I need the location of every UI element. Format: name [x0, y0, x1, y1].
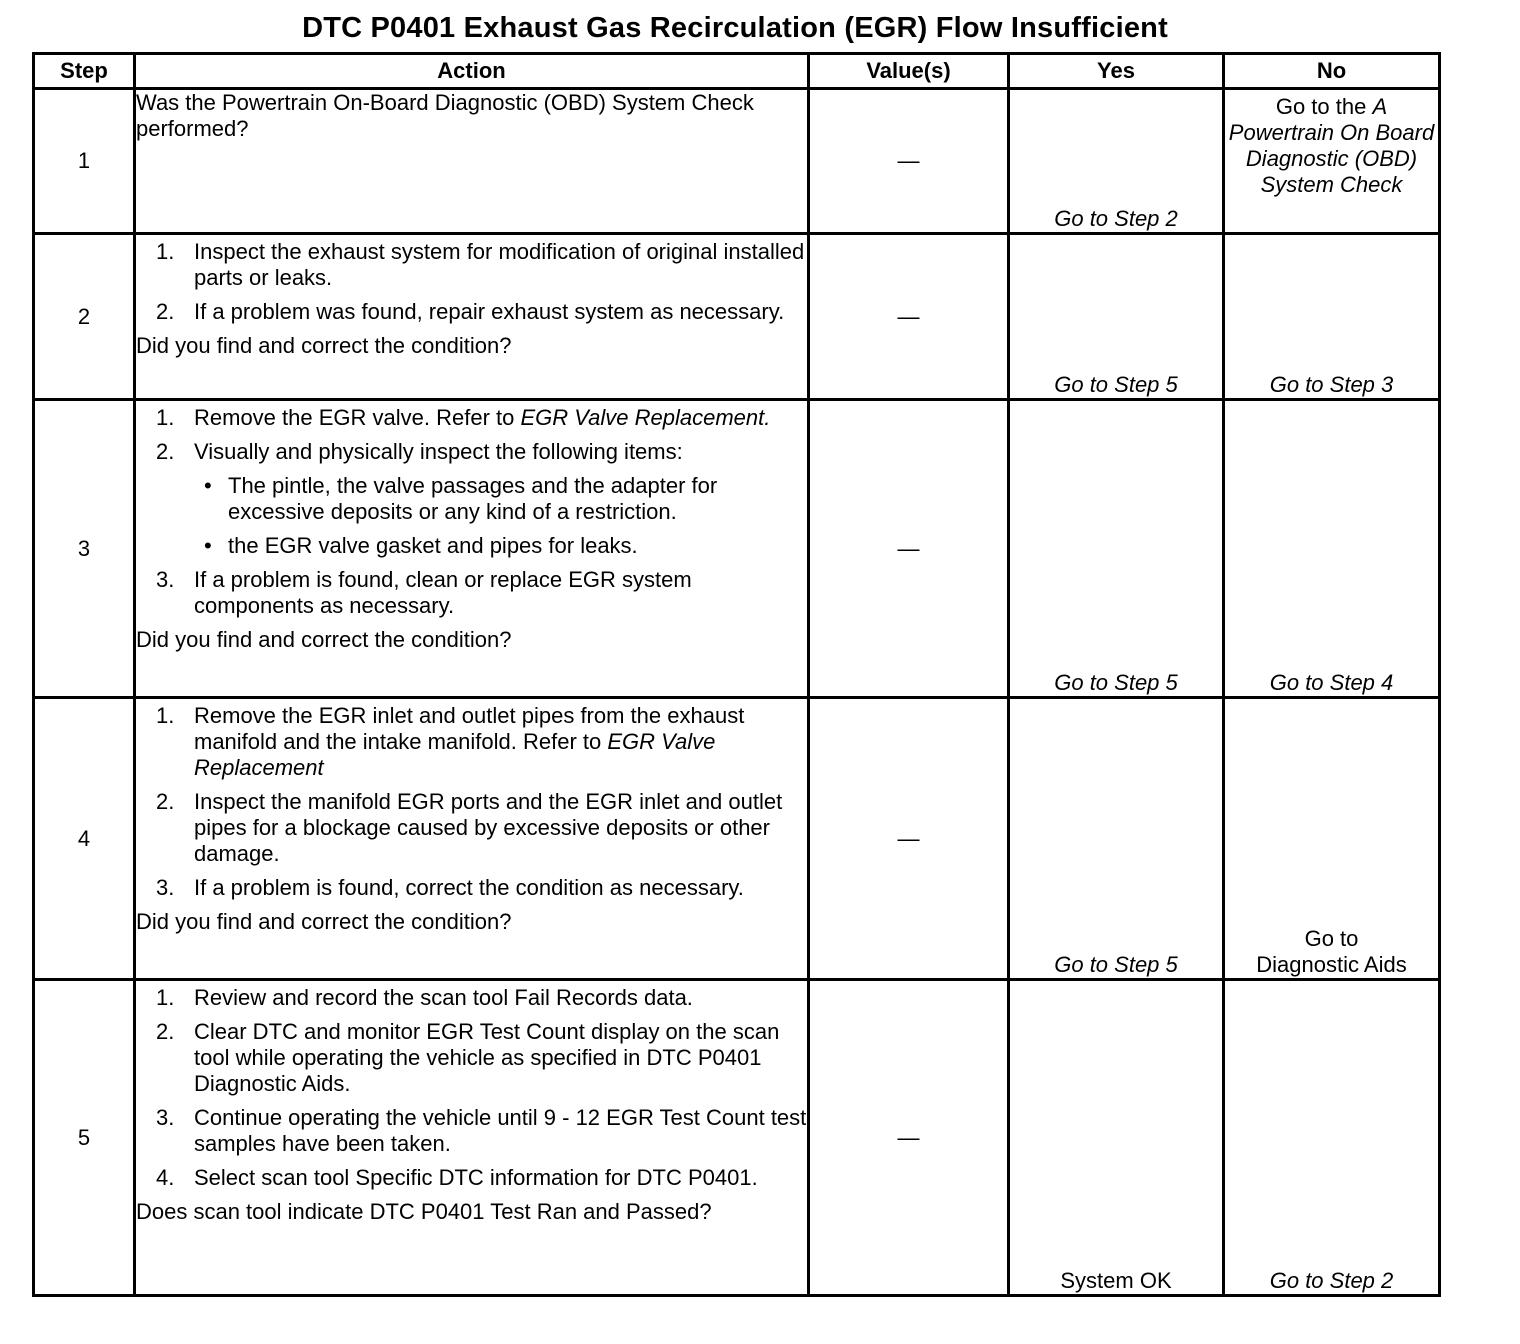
yes-cell [1009, 234, 1224, 400]
bullet-item: • The pintle, the valve passages and the adapter for excessive deposits or any kind of a restriction. [204, 473, 718, 524]
no-link[interactable]: Go to Step 4 [1269, 670, 1394, 695]
no-link[interactable]: A Powertrain On Board Diagnostic (OBD) System Check [1228, 94, 1435, 197]
list-item: 4. Select scan tool Specific DTC information for DTC P0401. [156, 1165, 758, 1190]
action-question: Did you find and correct the condition? [136, 909, 512, 934]
table-row-step-3 [34, 400, 1440, 698]
step-number: 1 [34, 89, 135, 234]
header-action: Action [135, 54, 809, 89]
list-item: 2. If a problem was found, repair exhaust system as necessary. [156, 299, 785, 324]
action-question: Was the Powertrain On-Board Diagnostic (OBD) System Check performed? [136, 90, 754, 141]
value-cell: — [809, 400, 1009, 698]
action-cell [135, 980, 809, 1296]
action-steps [136, 405, 807, 619]
list-item: 2. Inspect the manifold EGR ports and the EGR inlet and outlet pipes for a blockage caused by excessive deposits or other damage. [156, 789, 783, 866]
step-number: 3 [34, 400, 135, 698]
step-number: 4 [34, 698, 135, 980]
action-cell [135, 89, 809, 234]
action-steps [136, 703, 807, 901]
step-number: 5 [34, 980, 135, 1296]
header-values: Value(s) [809, 54, 1009, 89]
no-prefix: Go to [1304, 926, 1359, 951]
list-item: 3. If a problem is found, correct the condition as necessary. [156, 875, 744, 900]
no-cell [1224, 698, 1440, 980]
reference-link[interactable]: EGR Valve Replacement [194, 729, 716, 780]
header-step: Step [34, 54, 135, 89]
table-row-step-1 [34, 89, 1440, 234]
yes-link[interactable]: Go to Step 2 [1054, 206, 1178, 231]
header-row [34, 54, 1440, 89]
no-cell [1224, 400, 1440, 698]
page-title: DTC P0401 Exhaust Gas Recirculation (EGR) Flow Insufficient [302, 12, 1168, 44]
table-row-step-2 [34, 234, 1440, 400]
inspection-bullets [194, 473, 807, 559]
diagnostic-table [32, 52, 1441, 1297]
list-item: 2. Visually and physically inspect the following items: • The pintle, the valve passages and the adapter for excessive deposits or any kind of a restriction. • the EGR valve gasket and pipes for leaks. [136, 439, 807, 559]
value-cell: — [809, 698, 1009, 980]
action-cell [135, 698, 809, 980]
yes-link[interactable]: Go to Step 5 [1054, 670, 1178, 695]
reference-link[interactable]: EGR Valve Replacement. [520, 405, 771, 430]
header-yes: Yes [1009, 54, 1224, 89]
step-number: 2 [34, 234, 135, 400]
action-steps [136, 985, 807, 1191]
value-cell: — [809, 89, 1009, 234]
no-cell [1224, 980, 1440, 1296]
list-item: 3. Continue operating the vehicle until 9 - 12 EGR Test Count test samples have been taken. [156, 1105, 807, 1156]
action-question: Did you find and correct the condition? [136, 333, 512, 358]
action-question: Does scan tool indicate DTC P0401 Test Ran and Passed? [136, 1199, 712, 1224]
no-cell [1224, 89, 1440, 234]
list-item: 2. Clear DTC and monitor EGR Test Count display on the scan tool while operating the vehicle as specified in DTC P0401 Diagnostic Aids. [156, 1019, 780, 1096]
list-item: 3. If a problem is found, clean or replace EGR system components as necessary. [156, 567, 692, 618]
action-cell [135, 234, 809, 400]
list-item: 1. Remove the EGR inlet and outlet pipes from the exhaust manifold and the intake manifold. Refer to EGR Valve Replacement [156, 703, 745, 780]
yes-cell [1009, 980, 1224, 1296]
no-link[interactable]: Go to Step 2 [1269, 1268, 1394, 1293]
yes-cell [1009, 698, 1224, 980]
yes-cell [1009, 400, 1224, 698]
no-cell [1224, 234, 1440, 400]
yes-cell [1009, 89, 1224, 234]
list-item: 1. Remove the EGR valve. Refer to EGR Valve Replacement. [156, 405, 771, 430]
action-steps [136, 239, 807, 325]
yes-link[interactable]: Go to Step 5 [1054, 952, 1178, 977]
bullet-item: • the EGR valve gasket and pipes for leaks. [204, 533, 638, 558]
yes-result: System OK [1060, 1268, 1172, 1293]
yes-link[interactable]: Go to Step 5 [1054, 372, 1178, 397]
value-cell: — [809, 980, 1009, 1296]
no-link[interactable]: Go to Step 3 [1269, 372, 1394, 397]
no-link[interactable]: Diagnostic Aids [1256, 952, 1407, 977]
list-item: 1. Inspect the exhaust system for modification of original installed parts or leaks. [156, 239, 805, 290]
table-row-step-4 [34, 698, 1440, 980]
table-row-step-5 [34, 980, 1440, 1296]
action-question: Did you find and correct the condition? [136, 627, 512, 652]
no-prefix: Go to the [1275, 94, 1367, 119]
header-no: No [1224, 54, 1440, 89]
action-cell [135, 400, 809, 698]
list-item: 1. Review and record the scan tool Fail Records data. [156, 985, 693, 1010]
value-cell: — [809, 234, 1009, 400]
